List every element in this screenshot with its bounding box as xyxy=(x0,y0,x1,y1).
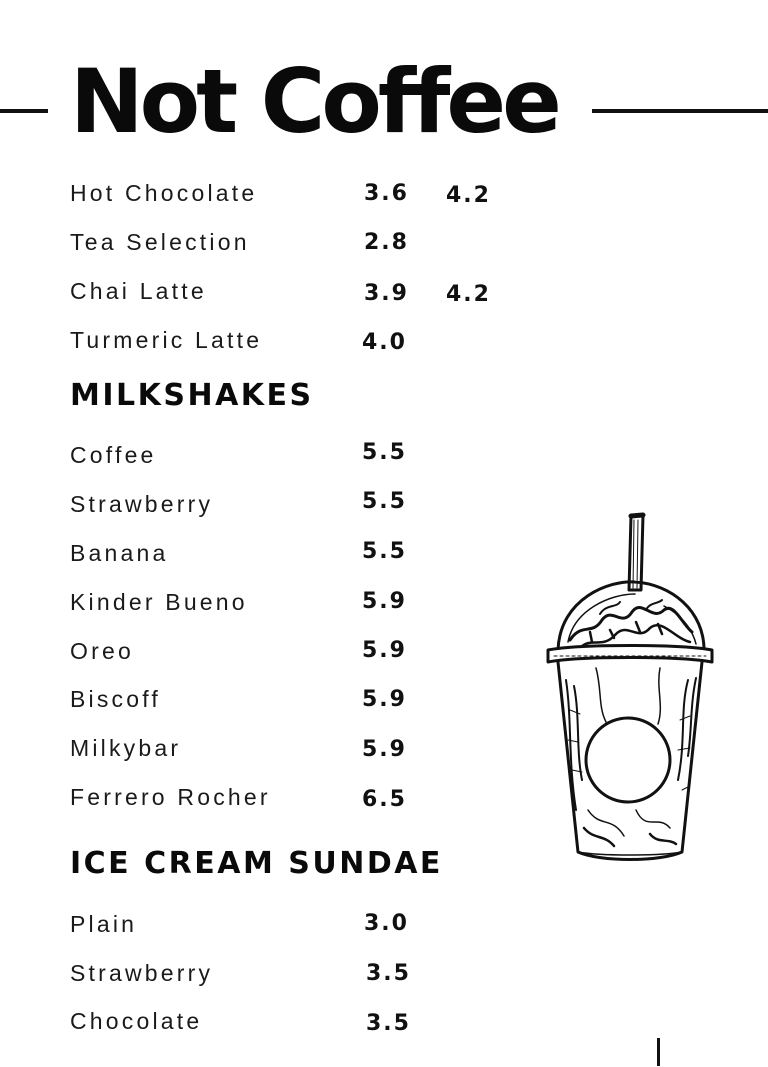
menu-item-name: Banana xyxy=(70,540,169,566)
menu-item-name: Oreo xyxy=(70,638,134,664)
menu-item-price: 3.5 xyxy=(366,961,411,986)
menu-item-price: 5.9 xyxy=(362,589,407,614)
corner-mark xyxy=(657,1038,660,1066)
menu-item-name: Strawberry xyxy=(70,960,214,986)
menu-item-name: Tea Selection xyxy=(70,229,250,255)
menu-item-price: 5.5 xyxy=(362,440,407,465)
title-rule-right xyxy=(592,109,768,113)
menu-item-name: Plain xyxy=(70,911,138,937)
menu-item-price: 5.9 xyxy=(362,687,407,712)
menu-item-name: Kinder Bueno xyxy=(70,589,248,615)
menu-item-name: Coffee xyxy=(70,442,157,468)
menu-item-price: 5.5 xyxy=(362,489,407,514)
menu-item-price: 6.5 xyxy=(362,787,407,812)
menu-item-price: 3.9 xyxy=(364,281,409,306)
menu-item-name: Turmeric Latte xyxy=(70,327,263,353)
menu-item-price: 5.9 xyxy=(362,638,407,663)
title-rule-left xyxy=(0,109,48,113)
menu-item-name: Strawberry xyxy=(70,491,214,517)
menu-item-price: 2.8 xyxy=(364,230,409,255)
menu-item-price-large: 4.2 xyxy=(446,183,491,208)
menu-item-price: 3.6 xyxy=(364,181,409,206)
menu-item-name: Milkybar xyxy=(70,735,182,761)
menu-item-name: Chai Latte xyxy=(70,278,207,304)
menu-item-price: 5.5 xyxy=(362,539,407,564)
menu-item-name: Hot Chocolate xyxy=(70,180,258,206)
milkshake-cup-illustration xyxy=(540,510,720,870)
menu-item-name: Biscoff xyxy=(70,686,162,712)
section-heading-ice-cream-sundae: ICE CREAM SUNDAE xyxy=(70,846,443,881)
menu-item-price: 4.0 xyxy=(362,330,407,355)
menu-item-price: 3.0 xyxy=(364,911,409,936)
section-heading-milkshakes: MILKSHAKES xyxy=(70,378,314,413)
menu-item-name: Chocolate xyxy=(70,1008,203,1034)
menu-item-price: 5.9 xyxy=(362,737,407,762)
menu-item-name: Ferrero Rocher xyxy=(70,784,271,810)
menu-item-price: 3.5 xyxy=(366,1011,411,1036)
page-title: Not Coffee xyxy=(70,50,558,153)
menu-item-price-large: 4.2 xyxy=(446,282,491,307)
